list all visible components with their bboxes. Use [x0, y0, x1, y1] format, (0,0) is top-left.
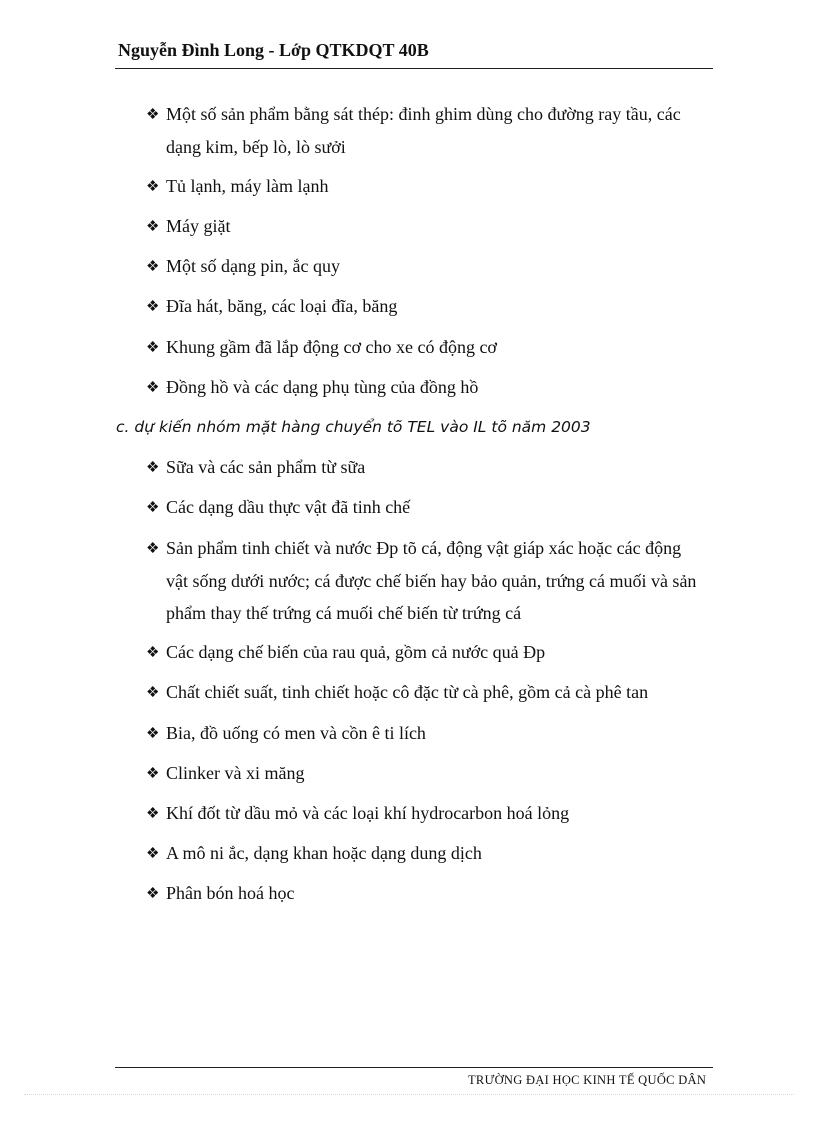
list-item: [146, 371, 736, 404]
list-item-text: Các dạng chế biến của rau quả, gồm cả nước quả Ðp: [166, 642, 546, 662]
list-item-text: Máy giặt: [166, 216, 231, 236]
list-item: [146, 717, 736, 750]
diamond-bullet-icon: ❖: [146, 460, 160, 476]
list-item: [146, 170, 736, 203]
page-header: Nguyễn Đình Long - Lớp QTKDQT 40B: [118, 40, 429, 60]
list-item-text: Đĩa hát, băng, các loại đĩa, băng: [166, 296, 398, 316]
diamond-bullet-icon: ❖: [146, 299, 160, 315]
diamond-bullet-icon: ❖: [146, 766, 160, 782]
list-item-text: Khung gầm đã lắp động cơ cho xe có động cơ: [166, 337, 497, 357]
diamond-bullet-icon: ❖: [146, 806, 160, 822]
list-item-text: Sữa và các sản phẩm từ sữa: [166, 457, 366, 477]
diamond-bullet-icon: ❖: [146, 886, 160, 902]
page-edge-dots: [24, 1094, 794, 1095]
list-item-text: Clinker và xi măng: [166, 763, 305, 783]
page-footer: TRƯỜNG ĐẠI HỌC KINH TẾ QUỐC DÂN: [468, 1073, 707, 1087]
footer-divider: [115, 1067, 713, 1068]
list-item: [146, 837, 736, 870]
list-item: [146, 636, 736, 669]
diamond-bullet-icon: ❖: [146, 380, 160, 396]
list-item: [146, 797, 736, 830]
diamond-bullet-icon: ❖: [146, 846, 160, 862]
list-item: [146, 331, 736, 364]
list-item-text: Tủ lạnh, máy làm lạnh: [166, 176, 329, 196]
list-item: [146, 98, 736, 163]
list-item: [146, 877, 736, 910]
diamond-bullet-icon: ❖: [146, 685, 160, 701]
diamond-bullet-icon: ❖: [146, 541, 160, 557]
list-item: [146, 491, 736, 524]
diamond-bullet-icon: ❖: [146, 107, 160, 123]
list-item-continuation: phẩm thay thế trứng cá muối chế biến từ trứng cá: [166, 603, 522, 623]
list-item-continuation: vật sống dưới nước; cá được chế biến hay bảo quản, trứng cá muối và sản: [166, 571, 697, 591]
list-item-text: Một số dạng pin, ắc quy: [166, 256, 340, 276]
list-item: [146, 210, 736, 243]
list-item: [146, 676, 736, 709]
diamond-bullet-icon: ❖: [146, 645, 160, 661]
list-item-text: Một số sản phẩm bằng sát thép: đinh ghim dùng cho đường ray tầu, các: [166, 104, 681, 124]
list-item-text: Các dạng dầu thực vật đã tinh chế: [166, 497, 411, 517]
list-item-text: Bia, đồ uống có men và cồn ê ti lích: [166, 723, 426, 743]
list-item-text: A mô ni ắc, dạng khan hoặc dạng dung dịch: [166, 843, 482, 863]
list-item-text: Phân bón hoá học: [166, 883, 295, 903]
list-item: [146, 757, 736, 790]
diamond-bullet-icon: ❖: [146, 259, 160, 275]
list-item-text: Khí đốt từ dầu mỏ và các loại khí hydrocarbon hoá lỏng: [166, 803, 570, 823]
diamond-bullet-icon: ❖: [146, 726, 160, 742]
list-item-continuation: dạng kim, bếp lò, lò sưởi: [166, 137, 346, 157]
diamond-bullet-icon: ❖: [146, 340, 160, 356]
header-divider: [115, 68, 713, 69]
list-item: [146, 532, 736, 629]
diamond-bullet-icon: ❖: [146, 219, 160, 235]
list-item: [146, 250, 736, 283]
list-item-text: Sản phẩm tinh chiết và nước Ðp tõ cá, động vật giáp xác hoặc các động: [166, 538, 682, 558]
list-item: [146, 451, 736, 484]
diamond-bullet-icon: ❖: [146, 179, 160, 195]
list-item-text: Đồng hồ và các dạng phụ tùng của đồng hồ: [166, 377, 479, 397]
list-item: [146, 290, 736, 323]
list-item-text: Chất chiết suất, tinh chiết hoặc cô đặc từ cà phê, gồm cả cà phê tan: [166, 682, 649, 702]
diamond-bullet-icon: ❖: [146, 500, 160, 516]
section-subheading: c. dự kiến nhóm mặt hàng chuyển tõ TEL vào IL tõ năm 2003: [116, 418, 591, 436]
